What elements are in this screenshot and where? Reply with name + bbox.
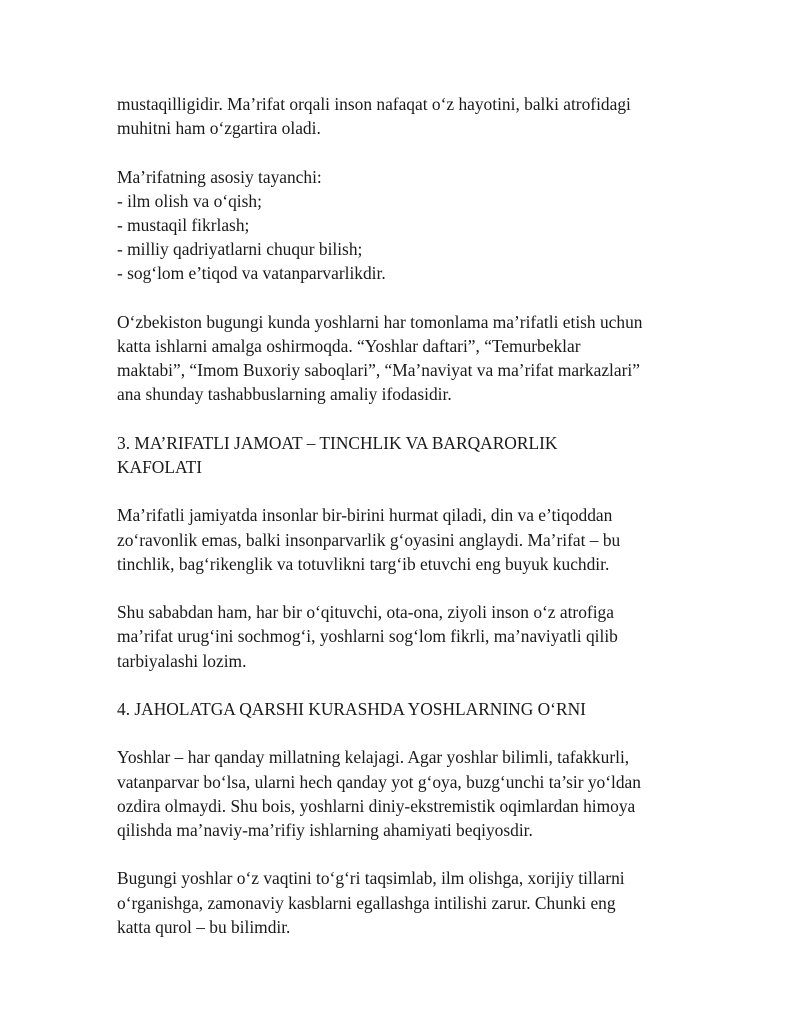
section-4-heading <box>117 697 687 721</box>
text-line: o‘rganishga, zamonaviy kasblarni egallashga intilishi zarur. Chunki eng <box>117 892 616 913</box>
text-line: muhitni ham o‘zgartira oladi. <box>117 118 321 139</box>
teacher-paragraph <box>117 600 687 673</box>
text-line: tinchlik, bag‘rikenglik va totuvlikni targ‘ib etuvchi eng buyuk kuchdir. <box>117 553 610 574</box>
today-youth-paragraph <box>117 866 687 939</box>
youth-paragraph <box>117 745 687 842</box>
list-item: - sog‘lom e’tiqod va vatanparvarlikdir. <box>117 263 386 284</box>
list-item: - milliy qadriyatlarni chuqur bilish; <box>117 239 363 260</box>
text-line: maktabi”, “Imom Buxoriy saboqlari”, “Ma’naviyat va ma’rifat markazlari” <box>117 360 640 381</box>
document-page <box>117 92 687 963</box>
text-line: Shu sababdan ham, har bir o‘qituvchi, ota-ona, ziyoli inson o‘z atrofiga <box>117 602 614 623</box>
text-line: katta ishlarni amalga oshirmoqda. “Yoshlar daftari”, “Temurbeklar <box>117 336 581 356</box>
text-line: vatanparvar bo‘lsa, ularni hech qanday yot g‘oya, buzg‘unchi ta’sir yo‘ldan <box>117 771 641 792</box>
list-item: - mustaqil fikrlash; <box>117 215 250 235</box>
text-line: Yoshlar – har qanday millatning kelajagi. Agar yoshlar bilimli, tafakkurli, <box>117 747 630 768</box>
heading-line: 3. MA’RIFATLI JAMOAT – TINCHLIK VA BARQARORLIK <box>117 432 558 453</box>
list-intro: Ma’rifatning asosiy tayanchi: <box>117 166 322 187</box>
heading-line: 4. JAHOLATGA QARSHI KURASHDA YOSHLARNING O‘RNI <box>117 698 586 719</box>
society-paragraph <box>117 503 687 576</box>
uzbekistan-paragraph <box>117 310 687 407</box>
heading-line: KAFOLATI <box>117 457 203 477</box>
text-line: ana shunday tashabbuslarning amaliy ifodasidir. <box>117 384 452 405</box>
text-line: Ma’rifatli jamiyatda insonlar bir-birini hurmat qiladi, din va e’tiqoddan <box>117 505 613 526</box>
list-item: - ilm olish va o‘qish; <box>117 190 262 211</box>
text-line: zo‘ravonlik emas, balki insonparvarlik g‘oyasini anglaydi. Ma’rifat – bu <box>117 529 621 550</box>
pillars-list <box>117 165 687 286</box>
text-line: katta qurol – bu bilimdir. <box>117 916 291 937</box>
text-line: ozdira olmaydi. Shu bois, yoshlarni diniy-ekstremistik oqimlardan himoya <box>117 795 636 816</box>
section-3-heading <box>117 431 687 479</box>
text-line: O‘zbekiston bugungi kunda yoshlarni har tomonlama ma’rifatli etish uchun <box>117 311 643 332</box>
text-line: Bugungi yoshlar o‘z vaqtini to‘g‘ri taqsimlab, ilm olishga, xorijiy tillarni <box>117 868 625 889</box>
text-line: qilishda ma’naviy-ma’rifiy ishlarning ahamiyati beqiyosdir. <box>117 819 533 840</box>
text-line: tarbiyalashi lozim. <box>117 650 247 671</box>
text-line: ma’rifat urug‘ini sochmog‘i, yoshlarni sog‘lom fikrli, ma’naviyatli qilib <box>117 626 618 647</box>
intro-paragraph <box>117 92 687 140</box>
text-line: mustaqilligidir. Ma’rifat orqali inson nafaqat o‘z hayotini, balki atrofidagi <box>117 94 631 114</box>
